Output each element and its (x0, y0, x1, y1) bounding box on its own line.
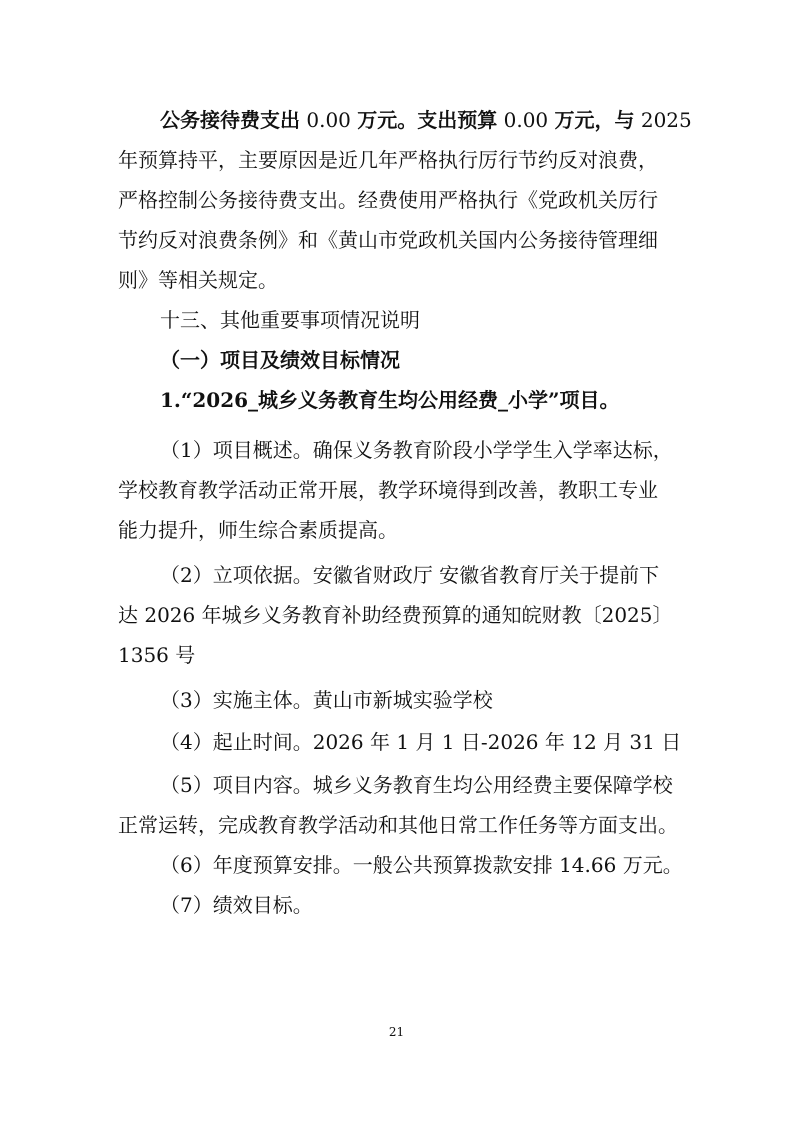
paragraph-line: 年预算持平，主要原因是近几年严格执行厉行节约反对浪费， (118, 148, 658, 172)
project-title: 1.“2026_城乡义务教育生均公用经费_小学”项目。 (160, 388, 620, 412)
paragraph-line: 严格控制公务接待费支出。经费使用严格执行《党政机关厉行 (118, 188, 658, 212)
item-7: （7）绩效目标。 (160, 893, 313, 917)
item-1-line: （1）项目概述。确保义务教育阶段小学学生入学率达标， (160, 438, 673, 462)
item-3: （3）实施主体。黄山市新城实验学校 (160, 688, 493, 712)
subsection-heading: （一）项目及绩效目标情况 (160, 348, 400, 372)
number-text: 0.00 (497, 108, 555, 132)
item-1-line: 学校教育教学活动正常开展，教学环境得到改善，教职工专业 (118, 478, 658, 502)
item-2-line: 1356 号 (118, 643, 196, 667)
item-6: （6）年度预算安排。一般公共预算拨款安排 14.66 万元。 (160, 853, 683, 877)
item-5-line: （5）项目内容。城乡义务教育生均公用经费主要保障学校 (160, 773, 673, 797)
number-text: 0.00 (300, 108, 358, 132)
bold-text: 万元，与 (554, 108, 635, 132)
item-5-line: 正常运转，完成教育教学活动和其他日常工作任务等方面支出。 (118, 813, 678, 837)
item-4: （4）起止时间。2026 年 1 月 1 日-2026 年 12 月 31 日 (160, 730, 682, 754)
page-number: 21 (388, 1025, 405, 1039)
item-1-line: 能力提升，师生综合素质提高。 (118, 518, 398, 542)
number-text: 2025 (634, 108, 692, 132)
paragraph-line (160, 100, 692, 140)
bold-text: 公务接待费支出 (160, 108, 300, 132)
item-2-line: 达 2026 年城乡义务教育补助经费预算的通知皖财教〔2025〕 (118, 603, 673, 627)
item-2-line: （2）立项依据。安徽省财政厅 安徽省教育厅关于提前下 (160, 563, 660, 587)
paragraph-line: 节约反对浪费条例》和《黄山市党政机关国内公务接待管理细 (118, 228, 658, 252)
bold-text: 万元。支出预算 (357, 108, 498, 132)
section-heading: 十三、其他重要事项情况说明 (160, 308, 420, 332)
paragraph-line: 则》等相关规定。 (118, 268, 278, 292)
